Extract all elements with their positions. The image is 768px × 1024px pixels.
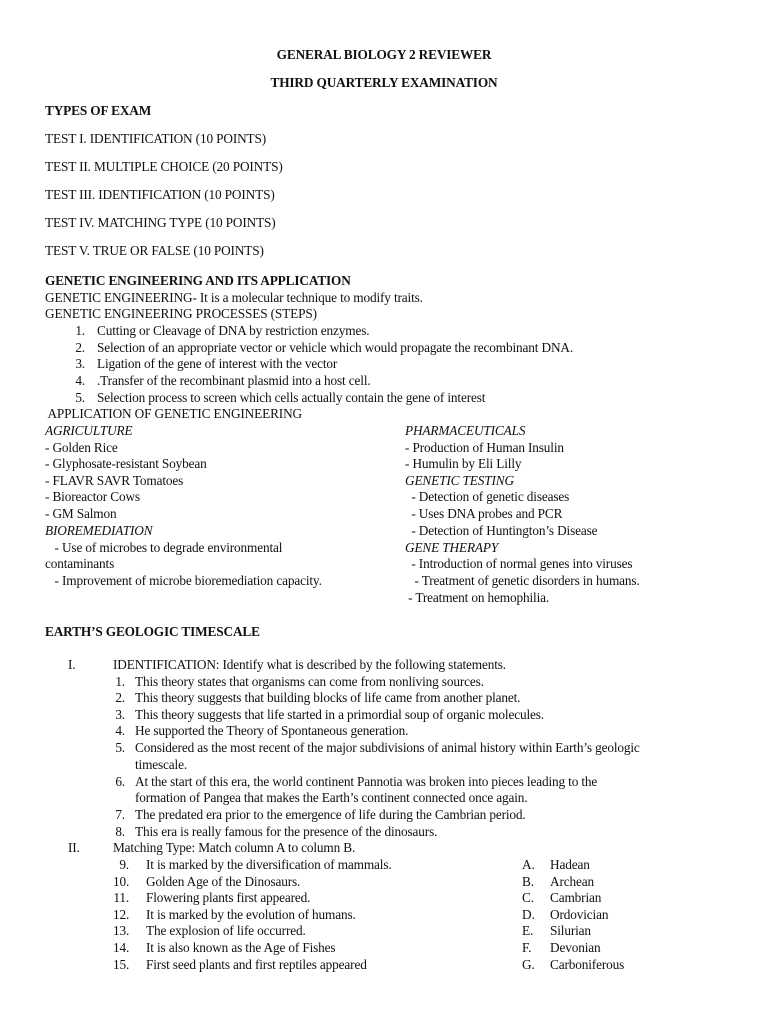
processes-heading: GENETIC ENGINEERING PROCESSES (STEPS) — [45, 306, 317, 321]
question-number: 1. — [115, 674, 125, 689]
matching-item — [113, 874, 301, 890]
answer-text: Carboniferous — [550, 957, 625, 972]
genetic-testing-item: - Detection of Huntington’s Disease — [405, 523, 598, 538]
pharmaceuticals-label: PHARMACEUTICALS — [405, 423, 526, 438]
step-text: Selection process to screen which cells actually contain the gene of interest — [97, 390, 486, 405]
answer-text: Archean — [550, 874, 594, 889]
genetic-testing-item: - Detection of genetic diseases — [405, 489, 570, 504]
matching-number: 12. — [113, 907, 130, 922]
step-number: 5. — [75, 390, 85, 405]
answer-item — [522, 857, 590, 873]
step-text: Cutting or Cleavage of DNA by restriction enzymes. — [97, 323, 370, 338]
matching-item — [113, 907, 356, 923]
matching-statement: It is also known as the Age of Fishes — [146, 940, 336, 955]
question-item — [113, 807, 526, 823]
question-number: 3. — [115, 707, 125, 722]
matching-statement: It is marked by the evolution of humans. — [146, 907, 356, 922]
question-text: This theory states that organisms can come from nonliving sources. — [135, 674, 484, 689]
matching-number: 10. — [113, 874, 130, 889]
answer-item — [522, 957, 625, 973]
answer-text: Silurian — [550, 923, 591, 938]
section-roman-numeral: I. — [68, 657, 76, 672]
question-text: At the start of this era, the world continent Pannotia was broken into pieces leading to the — [135, 774, 598, 789]
genetic-testing-item: - Uses DNA probes and PCR — [405, 506, 563, 521]
question-text: He supported the Theory of Spontaneous generation. — [135, 723, 409, 738]
genetic-engineering-heading: GENETIC ENGINEERING AND ITS APPLICATION — [45, 273, 351, 288]
types-of-exam-heading: TYPES OF EXAM — [45, 103, 152, 118]
answer-text: Ordovician — [550, 907, 609, 922]
question-number: 5. — [115, 740, 125, 755]
application-heading: APPLICATION OF GENETIC ENGINEERING — [45, 406, 302, 421]
question-text: The predated era prior to the emergence of life during the Cambrian period. — [135, 807, 526, 822]
question-number: 4. — [115, 723, 125, 738]
matching-number: 11. — [113, 890, 129, 905]
test-line: TEST II. MULTIPLE CHOICE (20 POINTS) — [45, 159, 283, 174]
agriculture-item: - GM Salmon — [45, 506, 117, 521]
question-number: 6. — [115, 774, 125, 789]
matching-number: 15. — [113, 957, 130, 972]
step-number: 2. — [75, 340, 85, 355]
matching-item — [113, 890, 311, 906]
agriculture-item: - Golden Rice — [45, 440, 118, 455]
agriculture-item: - FLAVR SAVR Tomatoes — [45, 473, 184, 488]
question-item — [113, 740, 640, 756]
step-number: 4. — [75, 373, 85, 388]
step-item — [72, 373, 371, 389]
answer-letter: E. — [522, 923, 534, 938]
matching-statement: Golden Age of the Dinosaurs. — [146, 874, 301, 889]
bioremediation-item: - Use of microbes to degrade environmental — [45, 540, 283, 555]
question-text-continued: timescale. — [135, 757, 188, 772]
question-item — [113, 674, 484, 690]
gene-therapy-label: GENE THERAPY — [405, 540, 499, 555]
matching-number: 9. — [119, 857, 129, 872]
answer-item — [522, 890, 602, 906]
question-text: This era is really famous for the presence of the dinosaurs. — [135, 824, 438, 839]
step-number: 1. — [75, 323, 85, 338]
answer-letter: D. — [522, 907, 535, 922]
question-item — [113, 707, 544, 723]
answer-item — [522, 874, 594, 890]
question-number: 8. — [115, 824, 125, 839]
question-item — [113, 774, 598, 790]
test-line: TEST IV. MATCHING TYPE (10 POINTS) — [45, 215, 276, 230]
answer-letter: F. — [522, 940, 532, 955]
matching-number: 14. — [113, 940, 130, 955]
matching-statement: Flowering plants first appeared. — [146, 890, 311, 905]
geologic-heading: EARTH’S GEOLOGIC TIMESCALE — [45, 624, 260, 639]
question-item — [113, 824, 438, 840]
answer-text: Devonian — [550, 940, 601, 955]
question-item — [113, 723, 409, 739]
test-line: TEST I. IDENTIFICATION (10 POINTS) — [45, 131, 267, 146]
agriculture-item: - Bioreactor Cows — [45, 489, 140, 504]
matching-statement: It is marked by the diversification of mammals. — [146, 857, 392, 872]
answer-item — [522, 923, 591, 939]
matching-number: 13. — [113, 923, 130, 938]
step-text: Ligation of the gene of interest with the vector — [97, 356, 338, 371]
answer-item — [522, 940, 601, 956]
answer-text: Hadean — [550, 857, 590, 872]
answer-item — [522, 907, 609, 923]
matching-item — [113, 957, 367, 973]
gene-therapy-item: - Treatment on hemophilia. — [405, 590, 550, 605]
genetic-engineering-definition: GENETIC ENGINEERING- It is a molecular technique to modify traits. — [45, 290, 423, 305]
document-title: GENERAL BIOLOGY 2 REVIEWER — [276, 47, 492, 62]
bioremediation-item: contaminants — [45, 556, 115, 571]
step-item — [72, 323, 370, 339]
question-text-continued: formation of Pangea that makes the Earth’s continent connected once again. — [135, 790, 528, 805]
genetic-testing-label: GENETIC TESTING — [405, 473, 514, 488]
step-item — [72, 340, 574, 356]
pharmaceuticals-item: - Humulin by Eli Lilly — [405, 456, 522, 471]
step-number: 3. — [75, 356, 85, 371]
answer-letter: A. — [522, 857, 535, 872]
agriculture-item: - Glyphosate-resistant Soybean — [45, 456, 207, 471]
question-item — [113, 690, 521, 706]
test-line: TEST III. IDENTIFICATION (10 POINTS) — [45, 187, 275, 202]
bioremediation-label: BIOREMEDIATION — [45, 523, 153, 538]
step-item — [72, 356, 338, 372]
answer-letter: G. — [522, 957, 535, 972]
gene-therapy-item: - Treatment of genetic disorders in humans. — [405, 573, 640, 588]
test-line: TEST V. TRUE OR FALSE (10 POINTS) — [45, 243, 264, 258]
matching-item — [113, 857, 392, 873]
pharmaceuticals-item: - Production of Human Insulin — [405, 440, 564, 455]
section-instruction: IDENTIFICATION: Identify what is described by the following statements. — [113, 657, 506, 672]
question-text: This theory suggests that building blocks of life came from another planet. — [135, 690, 521, 705]
agriculture-label: AGRICULTURE — [45, 423, 133, 438]
answer-letter: B. — [522, 874, 534, 889]
question-text: Considered as the most recent of the major subdivisions of animal history within Earth’s geologic — [135, 740, 640, 755]
step-item — [72, 390, 486, 406]
step-text: .Transfer of the recombinant plasmid into a host cell. — [97, 373, 371, 388]
gene-therapy-item: - Introduction of normal genes into viruses — [405, 556, 633, 571]
step-text: Selection of an appropriate vector or vehicle which would propagate the recombinant DNA. — [97, 340, 574, 355]
bioremediation-item: - Improvement of microbe bioremediation capacity. — [45, 573, 322, 588]
matching-statement: First seed plants and first reptiles appeared — [146, 957, 367, 972]
question-number: 7. — [115, 807, 125, 822]
question-number: 2. — [115, 690, 125, 705]
matching-statement: The explosion of life occurred. — [146, 923, 306, 938]
answer-text: Cambrian — [550, 890, 602, 905]
matching-item — [113, 940, 336, 956]
question-text: This theory suggests that life started in a primordial soup of organic molecules. — [135, 707, 544, 722]
document-subtitle: THIRD QUARTERLY EXAMINATION — [270, 75, 498, 90]
section-instruction: Matching Type: Match column A to column B. — [113, 840, 356, 855]
section-roman-numeral: II. — [68, 840, 80, 855]
matching-item — [113, 923, 306, 939]
answer-letter: C. — [522, 890, 534, 905]
